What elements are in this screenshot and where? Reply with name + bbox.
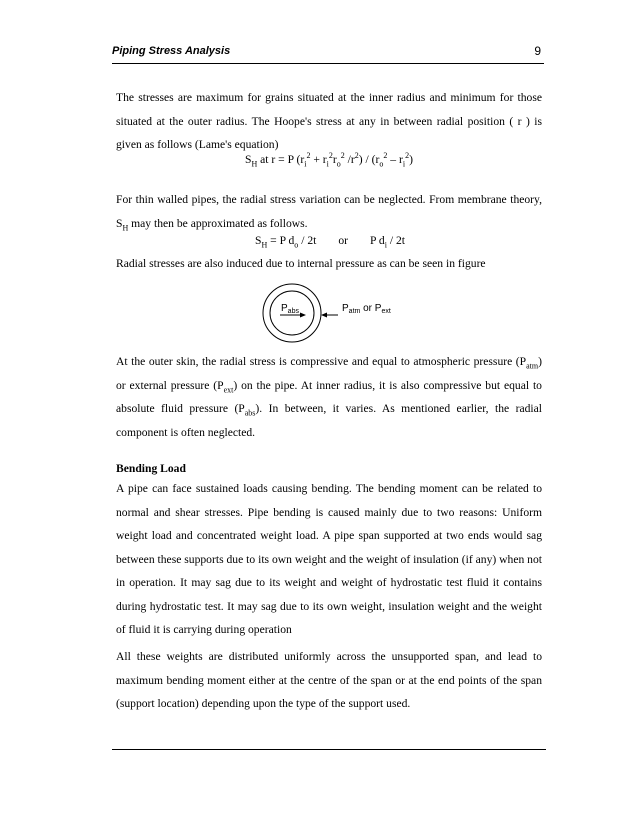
page-header (112, 43, 544, 64)
paragraph-radial-intro: Radial stresses are also induced due to internal pressure as can be seen in figure (116, 257, 486, 270)
outer-arrowhead (321, 313, 327, 318)
page-number: 9 (534, 44, 541, 58)
equation-lame: $S_H$ at r = P ($r_i^2 + r_i^2r_o^2$ $/r^2) / (r_o^2 - r_i^2)$ (245, 151, 413, 169)
paragraph-bending: A pipe can face sustained loads causing bending. The bending moment can be related to normal and shear stresses. Pipe bending is caused mainly due to two reasons: Uniform weight load and concentrated weight load. A pipe span supported at two ends would sag between these supports due to its own weight and the weight of insulation (if any) when not in operation. It may sag due to its weight and weight of hydrostatic test fluid it contains during hydrostatic test. It may sag due to its own weight, insulation weight and the weight of fluid it is carrying during operation (116, 482, 542, 636)
equation-thin-wall: $S_H = P$ $d_o / 2t$ or P $d_i / 2t$ (255, 234, 406, 250)
header-title: Piping Stress Analysis (112, 45, 231, 57)
radial-stress-figure (250, 283, 430, 343)
paragraph-hoop-stress: The stresses are maximum for grains situated at the inner radius and minimum for those situated at the outer radius. The Hoope's stress at any in between radial position ( r ) is given as follows (Lame's equation) (116, 91, 542, 151)
paragraph-thin-walled: For thin walled pipes, the radial stress variation can be neglected. From membrane theory, $S_H$ may then be approximated as follows. (116, 193, 542, 232)
p-atm-ext-label: $P_{atm}$ or $P_{ext}$ (342, 303, 391, 315)
paragraph-weights: All these weights are distributed uniformly across the unsupported span, and lead to maximum bending moment either at the centre of the span or at the end points of the span (support location) depending upon the type of the support used. (116, 650, 542, 710)
footer-rule (112, 749, 546, 750)
section-heading-bending-load: Bending Load (116, 462, 186, 475)
paragraph-outer-skin: At the outer skin, the radial stress is compressive and equal to atmospheric pressure $(P_{atm})$ or external pressure $(P_{ext})$ on the pipe. At inner radius, it is also compressive but equal to absolute fluid pressure $(P_{abs})$. In between, it varies. As mentioned earlier, the radial component is often neglected. (116, 355, 542, 439)
inner-arrowhead (300, 313, 306, 318)
p-abs-label: $P_{abs}$ (281, 303, 299, 315)
